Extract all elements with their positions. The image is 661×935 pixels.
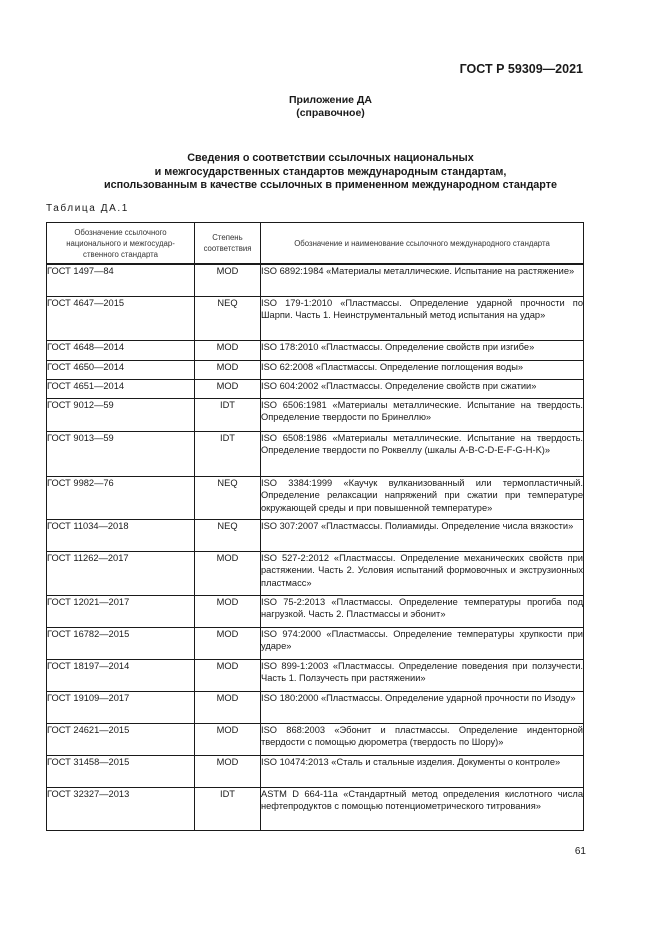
header-national-standard: Обозначение ссылочного национального и межгосудар-ственного стандарта <box>47 223 195 265</box>
table-row <box>47 627 584 659</box>
gost-designation: ГОСТ 1497—84 <box>47 264 195 296</box>
table-row <box>47 595 584 627</box>
international-standard: ISO 527-2:2012 «Пластмассы. Определение механических свойств при растяжении. Часть 2. Условия испытаний формовочных и экструзионных пластмасс» <box>261 551 584 595</box>
table-row <box>47 787 584 830</box>
gost-designation: ГОСТ 11262—2017 <box>47 551 195 595</box>
gost-designation: ГОСТ 12021—2017 <box>47 595 195 627</box>
reference-standards-table <box>46 222 584 831</box>
conformity-degree: MOD <box>195 264 261 296</box>
international-standard: ISO 178:2010 «Пластмассы. Определение свойств при изгибе» <box>261 340 584 360</box>
table-row <box>47 519 584 551</box>
conformity-degree: MOD <box>195 627 261 659</box>
conformity-degree: MOD <box>195 551 261 595</box>
table-row <box>47 360 584 379</box>
international-standard: ISO 179-1:2010 «Пластмассы. Определение ударной прочности по Шарпи. Часть 1. Неинструментальный метод испытания на удар» <box>261 296 584 340</box>
international-standard: ISO 6892:1984 «Материалы металлические. Испытание на растяжение» <box>261 264 584 296</box>
conformity-degree: MOD <box>195 691 261 723</box>
table-caption: Таблица ДА.1 <box>46 203 129 214</box>
international-standard: ISO 10474:2013 «Сталь и стальные изделия. Документы о контроле» <box>261 755 584 787</box>
gost-designation: ГОСТ 16782—2015 <box>47 627 195 659</box>
international-standard: ISO 868:2003 «Эбонит и пластмассы. Определение инденторной твердости с помощью дюрометра (твердость по Шору)» <box>261 723 584 755</box>
gost-designation: ГОСТ 11034—2018 <box>47 519 195 551</box>
section-title-line: Сведения о соответствии ссылочных национальных <box>187 152 474 164</box>
table-header-row <box>47 223 584 265</box>
international-standard: ISO 180:2000 «Пластмассы. Определение ударной прочности по Изоду» <box>261 691 584 723</box>
international-standard: ISO 307:2007 «Пластмассы. Полиамиды. Определение числа вязкости» <box>261 519 584 551</box>
international-standard: ISO 6508:1986 «Материалы металлические. Испытание на твердость. Определение твердости по Роквеллу (шкалы A-B-C-D-E-F-G-H-K)» <box>261 431 584 476</box>
table-row <box>47 431 584 476</box>
conformity-degree: IDT <box>195 398 261 431</box>
conformity-degree: MOD <box>195 340 261 360</box>
international-standard: ISO 604:2002 «Пластмассы. Определение свойств при сжатии» <box>261 379 584 398</box>
gost-designation: ГОСТ 18197—2014 <box>47 659 195 691</box>
table-row <box>47 379 584 398</box>
international-standard: ISO 6506:1981 «Материалы металлические. Испытание на твердость. Определение твердости по Бринеллю» <box>261 398 584 431</box>
conformity-degree: MOD <box>195 755 261 787</box>
conformity-degree: IDT <box>195 787 261 830</box>
table-row <box>47 659 584 691</box>
gost-designation: ГОСТ 4648—2014 <box>47 340 195 360</box>
gost-designation: ГОСТ 4647—2015 <box>47 296 195 340</box>
gost-designation: ГОСТ 4651—2014 <box>47 379 195 398</box>
page-number: 61 <box>574 846 586 857</box>
conformity-degree: NEQ <box>195 296 261 340</box>
conformity-degree: IDT <box>195 431 261 476</box>
gost-designation: ГОСТ 32327—2013 <box>47 787 195 830</box>
international-standard: ISO 62:2008 «Пластмассы. Определение поглощения воды» <box>261 360 584 379</box>
table-row <box>47 296 584 340</box>
conformity-degree: NEQ <box>195 519 261 551</box>
international-standard: ISO 974:2000 «Пластмассы. Определение температуры хрупкости при ударе» <box>261 627 584 659</box>
table-row <box>47 340 584 360</box>
table-row <box>47 398 584 431</box>
conformity-degree: MOD <box>195 595 261 627</box>
table-row <box>47 264 584 296</box>
header-degree-of-conformity: Степень соответствия <box>195 223 261 265</box>
document-code: ГОСТ Р 59309—2021 <box>459 62 583 76</box>
table-row <box>47 755 584 787</box>
table-row <box>47 723 584 755</box>
gost-designation: ГОСТ 9982—76 <box>47 476 195 519</box>
gost-designation: ГОСТ 31458—2015 <box>47 755 195 787</box>
section-title <box>0 152 661 193</box>
gost-designation: ГОСТ 19109—2017 <box>47 691 195 723</box>
conformity-degree: MOD <box>195 723 261 755</box>
conformity-degree: MOD <box>195 379 261 398</box>
gost-designation: ГОСТ 24621—2015 <box>47 723 195 755</box>
table-row <box>47 551 584 595</box>
international-standard: ASTM D 664-11a «Стандартный метод определения кислотного числа нефтепродуктов с помощью потенциометрического титрования» <box>261 787 584 830</box>
international-standard: ISO 75-2:2013 «Пластмассы. Определение температуры прогиба под нагрузкой. Часть 2. Пластмассы и эбонит» <box>261 595 584 627</box>
international-standard: ISO 3384:1999 «Каучук вулканизованный или термопластичный. Определение релаксации напряжений при сжатии при температуре окружающей среды и при повышенной температуре» <box>261 476 584 519</box>
gost-designation: ГОСТ 9013—59 <box>47 431 195 476</box>
appendix-heading <box>0 94 661 120</box>
table-row <box>47 691 584 723</box>
appendix-title: Приложение ДА <box>289 94 372 106</box>
gost-designation: ГОСТ 4650—2014 <box>47 360 195 379</box>
conformity-degree: NEQ <box>195 476 261 519</box>
section-title-line: использованным в качестве ссылочных в примененном международном стандарте <box>103 179 558 192</box>
conformity-degree: MOD <box>195 360 261 379</box>
table-row <box>47 476 584 519</box>
header-international-standard: Обозначение и наименование ссылочного международного стандарта <box>261 223 584 265</box>
section-title-line: и межгосударственных стандартов международным стандартам, <box>154 165 507 178</box>
gost-designation: ГОСТ 9012—59 <box>47 398 195 431</box>
international-standard: ISO 899-1:2003 «Пластмассы. Определение поведения при ползучести. Часть 1. Ползучесть при растяжении» <box>261 659 584 691</box>
conformity-degree: MOD <box>195 659 261 691</box>
appendix-subtitle: (справочное) <box>296 107 365 119</box>
